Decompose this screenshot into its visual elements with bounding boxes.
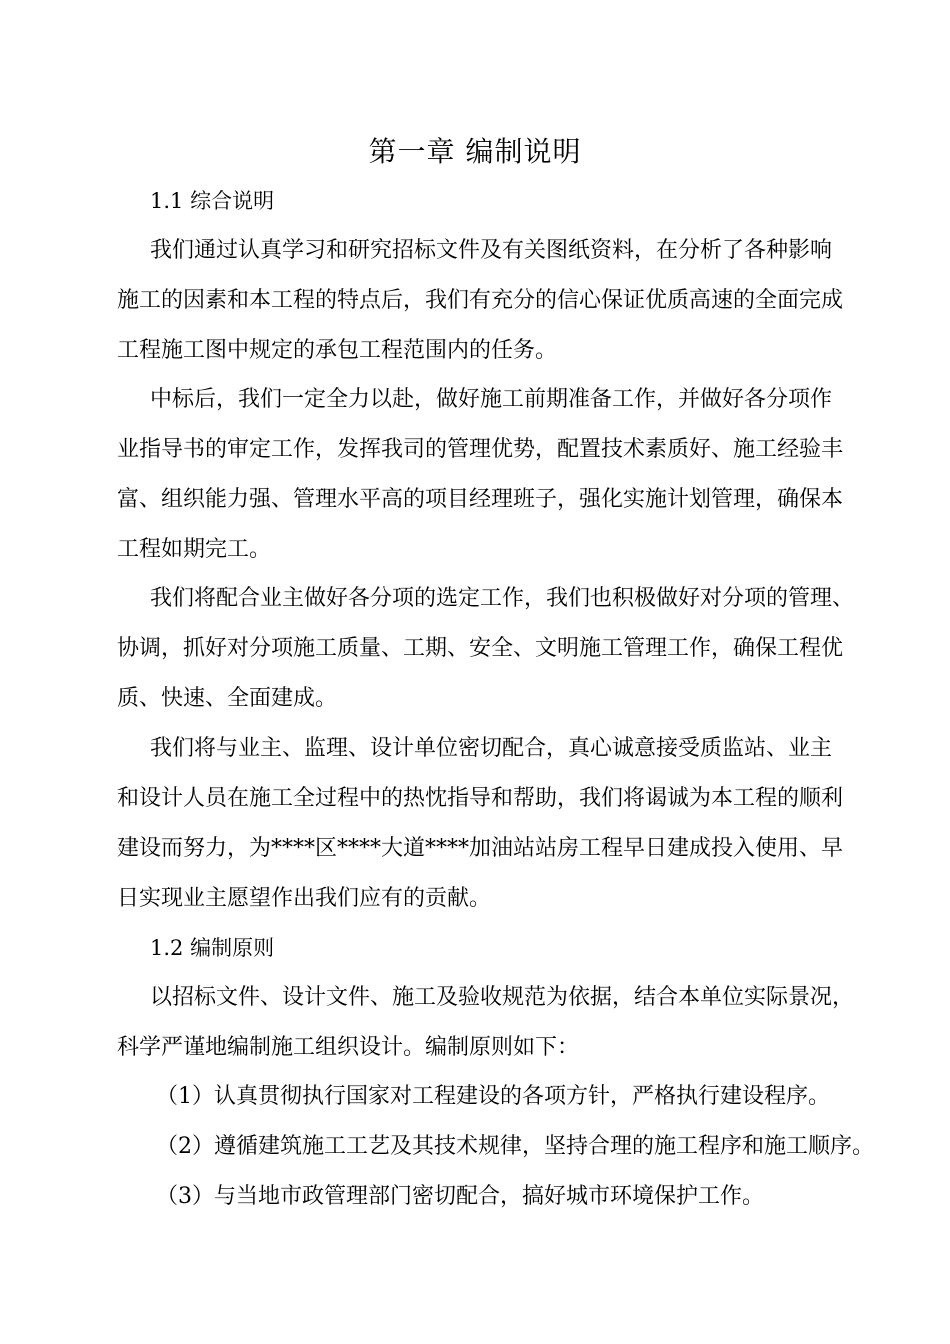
paragraph-line: 建设而努力，为****区****大道****加油站站房工程早日建成投入使用、早	[117, 836, 844, 861]
paragraph-line: 以招标文件、设计文件、施工及验收规范为依据，结合本单位实际景况，	[150, 985, 855, 1010]
paragraph-line: 和设计人员在施工全过程中的热忱指导和帮助，我们将谒诚为本工程的顺利	[117, 786, 844, 811]
paragraph-line: 我们将与业主、监理、设计单位密切配合，真心诚意接受质监站、业主	[150, 736, 833, 761]
paragraph-line: 质、快速、全面建成。	[117, 686, 338, 711]
paragraph-line: 我们将配合业主做好各分项的选定工作，我们也积极做好对分项的管理、	[150, 586, 855, 611]
paragraph-line: 业指导书的审定工作，发挥我司的管理优势，配置技术素质好、施工经验丰	[117, 437, 844, 462]
section-heading-1-2: 1.2 编制原则	[150, 936, 275, 960]
section-heading-1-1: 1.1 综合说明	[150, 189, 275, 213]
chapter-title: 第一章 编制说明	[368, 135, 582, 168]
paragraph-line: 科学严谨地编制施工组织设计。编制原则如下：	[117, 1035, 580, 1060]
paragraph-line: 我们通过认真学习和研究招标文件及有关图纸资料，在分析了各种影响	[150, 238, 833, 263]
paragraph-line: 富、组织能力强、管理水平高的项目经理班子，强化实施计划管理，确保本	[117, 487, 844, 512]
paragraph-line: 协调，抓好对分项施工质量、工期、安全、文明施工管理工作，确保工程优	[117, 636, 844, 661]
principle-item: （3）与当地市政管理部门密切配合，搞好城市环境保护工作。	[156, 1184, 764, 1209]
paragraph-line: 日实现业主愿望作出我们应有的贡献。	[117, 886, 492, 911]
paragraph-line: 中标后，我们一定全力以赴，做好施工前期准备工作，并做好各分项作	[150, 387, 833, 412]
paragraph-line: 施工的因素和本工程的特点后，我们有充分的信心保证优质高速的全面完成	[117, 288, 844, 313]
paragraph-line: 工程施工图中规定的承包工程范围内的任务。	[117, 338, 558, 363]
principle-item: （2）遵循建筑施工工艺及其技术规律，坚持合理的施工程序和施工顺序。	[156, 1134, 874, 1159]
principle-item: （1）认真贯彻执行国家对工程建设的各项方针，严格执行建设程序。	[156, 1084, 830, 1109]
paragraph-line: 工程如期完工。	[117, 537, 272, 562]
